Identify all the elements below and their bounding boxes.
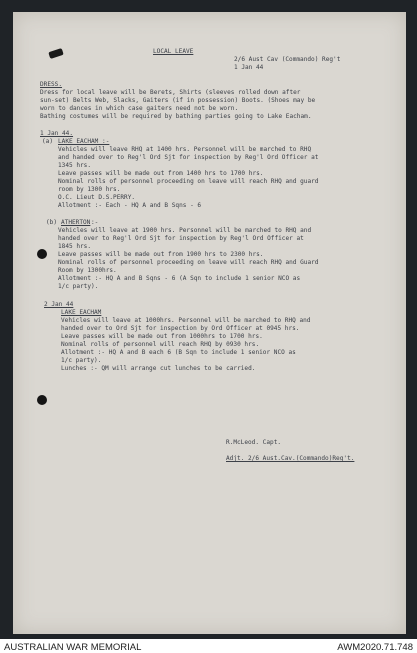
punch-hole — [37, 249, 47, 259]
day1-a-line: room by 1300 hrs. — [58, 186, 121, 193]
day1-b-line: handed over to Reg'l Ord Sjt for inspection by Reg'l Ord Officer at — [58, 235, 304, 242]
day1-b-line: Allotment :- HQ A and B Sqns - 6 (A Sqn to include 1 senior NCO as — [58, 275, 301, 282]
day1-a-line: Nominal rolls of personnel proceeding on leave will reach RHQ and guard — [58, 178, 319, 185]
day1-b-place-suffix: :- — [91, 219, 99, 226]
day1-a-line: Allotment :- Each - HQ A and B Sqns - 6 — [58, 202, 202, 209]
day2-line: 1/c party). — [61, 357, 102, 364]
dress-line: sun-set) Belts Web, Slacks, Gaiters (if in possession) Boots. (Shoes may be — [40, 97, 316, 104]
day1-b-line: 1/c party). — [58, 283, 99, 290]
day2-line: Nominal rolls of personnel will reach RHQ by 0930 hrs. — [61, 341, 260, 348]
day1-b-line: Nominal rolls of personnel proceeding on leave will reach RHQ and Guard — [58, 259, 319, 266]
day1-b-line: Room by 1300hrs. — [58, 267, 117, 274]
dress-line: Dress for local leave will be Berets, Shirts (sleeves rolled down after — [40, 89, 301, 96]
unit-header: 2/6 Aust Cav (Commando) Reg't — [234, 56, 341, 63]
document-page — [13, 12, 406, 634]
footer-accession-number: AWM2020.71.748 — [337, 642, 413, 653]
signature-name: R.McLeod. Capt. — [226, 439, 282, 446]
paper-clip-mark — [48, 48, 63, 59]
day1-a-line: 1345 hrs. — [58, 162, 92, 169]
day1-b-prefix: (b) — [46, 219, 58, 226]
dress-line: Bathing costumes will be required by bathing parties going to Lake Eacham. — [40, 113, 312, 120]
day2-line: handed over to Ord Sjt for inspection by Ord Officer at 0945 hrs. — [61, 325, 300, 332]
day1-a-line: Leave passes will be made out from 1400 hrs to 1700 hrs. — [58, 170, 264, 177]
day2-line: Lunches :- QM will arrange cut lunches to be carried. — [61, 365, 256, 372]
day1-a-line: Vehicles will leave RHQ at 1400 hrs. Personnel will be marched to RHQ — [58, 146, 312, 153]
day1-a-line: and handed over to Reg'l Ord Sjt for inspection by Reg'l Ord Officer at — [58, 154, 319, 161]
day2-line: Allotment :- HQ A and B each 6 (B Sqn to include 1 senior NCO as — [61, 349, 296, 356]
footer-source: AUSTRALIAN WAR MEMORIAL — [4, 642, 142, 653]
day2-line: Leave passes will be made out from 1000hrs to 1700 hrs. — [61, 333, 263, 340]
day1-b-line: Leave passes will be made out from 1900 hrs to 2300 hrs. — [58, 251, 264, 258]
day1-b-place: ATHERTON — [61, 219, 91, 226]
day1-a-prefix: (a) — [42, 138, 54, 145]
day1-a-line: O.C. Lieut D.S.PERRY. — [58, 194, 136, 201]
day2-line: Vehicles will leave at 1000hrs. Personnel will be marched to RHQ and — [61, 317, 311, 324]
dress-heading: DRESS. — [40, 81, 63, 88]
document-date: 1 Jan 44 — [234, 64, 264, 71]
day1-date: 1 Jan 44. — [40, 130, 74, 137]
day1-b-line: 1845 hrs. — [58, 243, 92, 250]
signature-title: Adjt. 2/6 Aust.Cav.(Commando)Reg't. — [226, 455, 355, 462]
document-title: LOCAL LEAVE — [153, 48, 194, 55]
dress-line: worn to dances in which case gaiters need not be worn. — [40, 105, 239, 112]
day2-date: 2 Jan 44 — [44, 301, 74, 308]
day1-a-place: LAKE EACHAM :- — [58, 138, 110, 145]
day1-b-line: Vehicles will leave at 1900 hrs. Personnel will be marched to RHQ and — [58, 227, 312, 234]
punch-hole — [37, 395, 47, 405]
day2-place: LAKE EACHAM — [61, 309, 102, 316]
